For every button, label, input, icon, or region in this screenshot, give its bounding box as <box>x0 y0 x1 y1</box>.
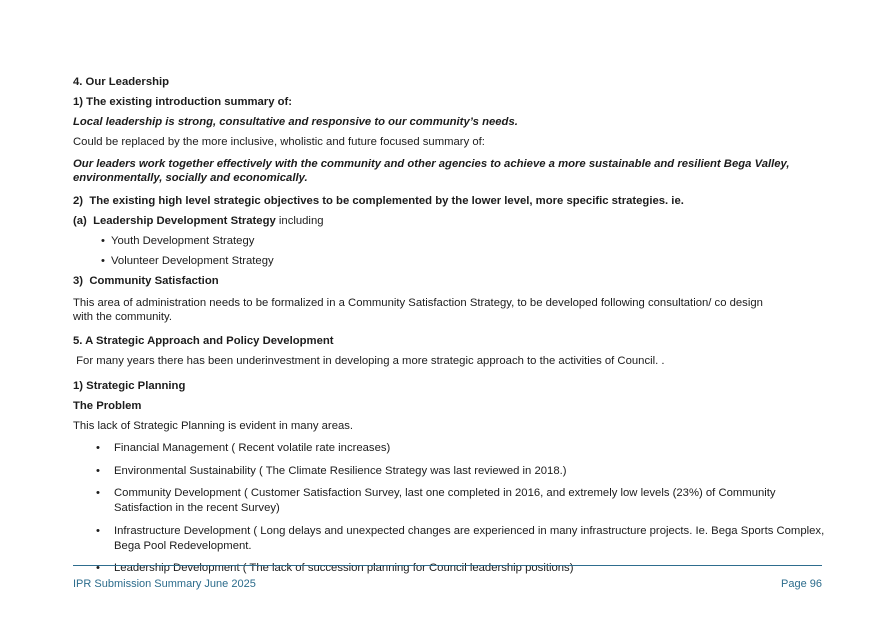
section5-intro-text: For many years there has been underinvestment in developing a more strategic approach to the activities of Council. . <box>73 354 665 367</box>
footer-page-number: Page 96 <box>781 578 822 590</box>
replacement-intro-text: Could be replaced by the more inclusive, wholistic and future focused summary of: <box>73 136 485 148</box>
footer-document-title: IPR Submission Summary June 2025 <box>73 578 256 590</box>
list-item: • Community Development ( Customer Satisfaction Survey, last one completed in 2016, and extremely low levels (23%) of Community Satisfaction in the recent Survey) <box>73 486 819 516</box>
section-heading-our-leadership: 4. Our Leadership <box>73 76 170 88</box>
proposed-summary-text: Our leaders work together effectively with the community and other agencies to achieve a more sustainable and resilient Bega Valley, environmentally, socially and economically. <box>73 158 790 184</box>
problem-heading: The Problem <box>73 400 142 413</box>
problem-intro-text: This lack of Strategic Planning is evident in many areas. <box>73 420 354 433</box>
section5-item1-heading: 1) Strategic Planning <box>73 380 186 393</box>
item-2a-suffix: including <box>275 215 324 228</box>
list-item: • Leadership Development ( The lack of succession planning for Council leadership positions) <box>73 561 822 576</box>
page-footer <box>73 578 822 590</box>
item-3-body-text: This area of administration needs to be formalized in a Community Satisfaction Strategy, to be developed following consultation/ co design with the community. <box>73 297 763 324</box>
list-item: • Infrastructure Development ( Long delays and unexpected changes are experienced in many infrastructure projects. Ie. Bega Sports Complex, Bega Pool Redevelopment. <box>73 524 838 554</box>
item-3-heading: 3) Community Satisfaction <box>73 275 219 288</box>
list-item: • Volunteer Development Strategy <box>73 251 822 271</box>
item-2a-leadership-development-strategy <box>73 211 822 231</box>
list-item: • Financial Management ( Recent volatile rate increases) <box>73 441 822 456</box>
existing-summary-text: Local leadership is strong, consultative and responsive to our community’s needs. <box>73 116 518 128</box>
item-1-heading: 1) The existing introduction summary of: <box>73 96 293 108</box>
list-item: • Youth Development Strategy <box>73 231 822 251</box>
section-heading-strategic-approach: 5. A Strategic Approach and Policy Development <box>73 334 334 347</box>
list-item: • Environmental Sustainability ( The Climate Resilience Strategy was last reviewed in 2018.) <box>73 464 822 479</box>
item-2-heading: 2) The existing high level strategic objectives to be complemented by the lower level, more specific strategies. ie. <box>73 195 684 208</box>
strategy-bullet-list <box>73 231 822 271</box>
document-body <box>73 72 825 584</box>
item-2a-label: (a) Leadership Development Strategy <box>73 215 276 228</box>
problem-bullet-list <box>73 441 825 576</box>
footer-divider <box>73 565 822 566</box>
